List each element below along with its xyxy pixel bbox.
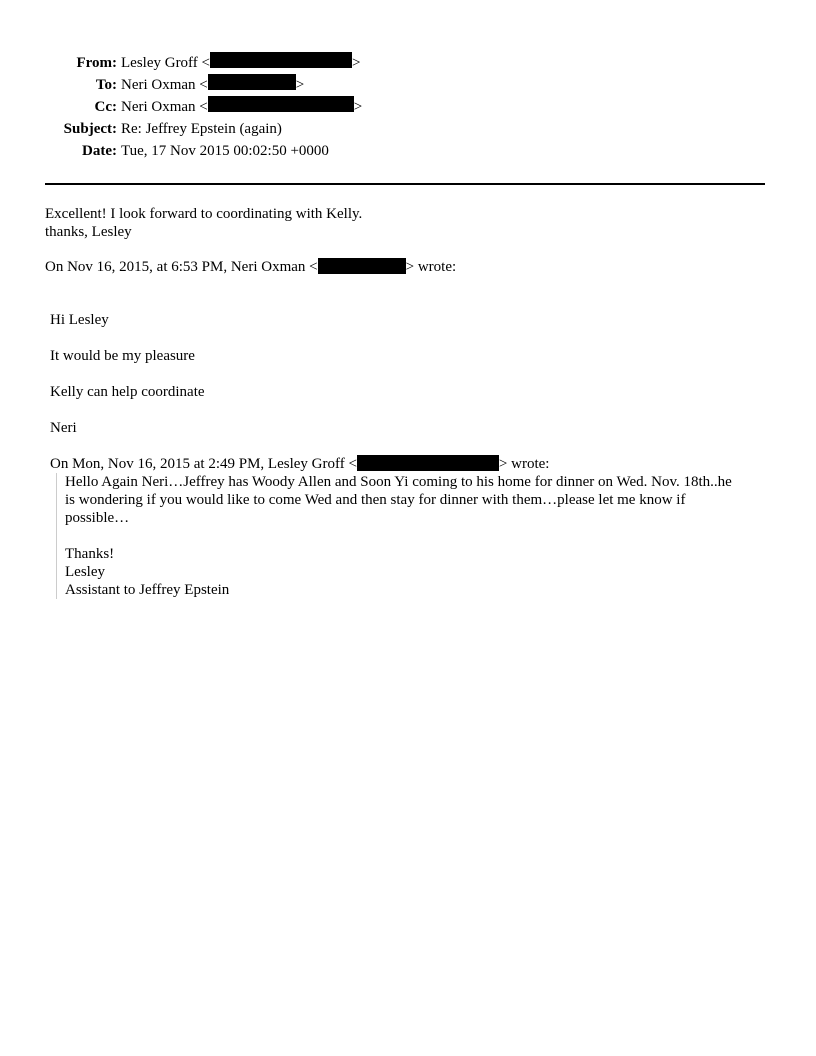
attribution-suffix: > wrote: [405,259,457,275]
cc-value: Neri Oxman < [121,99,208,115]
redaction-bar [208,96,354,112]
date-value: Tue, 17 Nov 2015 00:02:50 +0000 [121,143,329,159]
subject-value: Re: Jeffrey Epstein (again) [121,121,282,137]
subject-label: Subject: [63,121,117,137]
from-value: Lesley Groff < [121,55,210,71]
quoted-signoff: Neri [50,420,77,436]
reply-line: Excellent! I look forward to coordinating with Kelly. [45,206,363,222]
header-divider [45,183,765,185]
cc-label: Cc: [94,99,117,115]
close-bracket: > [352,55,361,71]
cc-row [0,96,816,118]
quoted-paragraph: Kelly can help coordinate [50,384,205,400]
redaction-bar [208,74,296,90]
quoted-paragraph: It would be my pleasure [50,348,195,364]
close-bracket: > [353,99,363,115]
attribution-prefix: On Mon, Nov 16, 2015 at 2:49 PM, Lesley Groff < [50,456,357,472]
from-row [0,52,816,74]
attribution-prefix: On Nov 16, 2015, at 6:53 PM, Neri Oxman < [45,259,318,275]
nested-quoted-message [56,473,745,599]
from-label: From: [76,55,117,71]
attribution-suffix: > wrote: [498,456,550,472]
date-label: Date: [82,143,117,159]
signature-thanks: Thanks! [65,546,115,562]
date-row [0,140,816,162]
quote-attribution [45,258,456,276]
reply-signoff: thanks, Lesley [45,224,132,240]
redaction-bar [357,455,499,471]
to-value: Neri Oxman < [121,77,208,93]
redaction-bar [210,52,352,68]
email-header [0,52,816,162]
close-bracket: > [295,77,305,93]
reply-body [45,205,362,241]
quoted-greeting: Hi Lesley [50,312,109,328]
subject-row [0,118,816,140]
quoted-message [50,311,750,455]
to-row [0,74,816,96]
signature-title: Assistant to Jeffrey Epstein [65,582,230,598]
quoted-paragraph: Hello Again Neri…Jeffrey has Woody Allen and Soon Yi coming to his home for dinner on Wed. Nov. 18th..he is wondering if you would like to come Wed and then stay for dinner with them…please let me know if possible… [65,474,732,526]
signature-name: Lesley [65,564,105,580]
nested-quote-attribution [50,455,549,473]
to-label: To: [95,77,117,93]
redaction-bar [318,258,406,274]
quoted-signature [65,545,745,599]
